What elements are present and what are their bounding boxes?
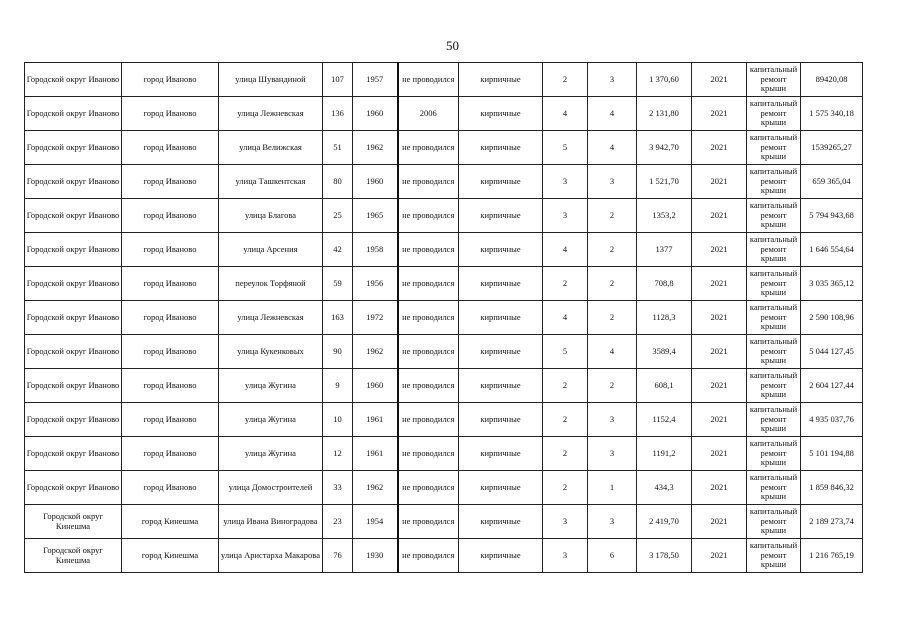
entrances-cell: 2 — [588, 369, 637, 403]
table-row — [25, 539, 863, 573]
wall-material-cell: кирпичные — [459, 335, 543, 369]
work-type-cell: капитальный ремонт крыши — [747, 131, 801, 165]
wall-material-cell: кирпичные — [459, 199, 543, 233]
house-number-cell: 12 — [323, 437, 353, 471]
last-repair-cell: не проводился — [398, 369, 459, 403]
entrances-cell: 6 — [588, 539, 637, 573]
street-cell: улица Домостроителей — [219, 471, 323, 505]
wall-material-cell: кирпичные — [459, 233, 543, 267]
street-cell: улица Благова — [219, 199, 323, 233]
cost-cell: 3 035 365,12 — [801, 267, 863, 301]
work-type-cell: капитальный ремонт крыши — [747, 505, 801, 539]
plan-year-cell: 2021 — [692, 539, 747, 573]
area-cell: 708,8 — [637, 267, 692, 301]
area-cell: 1152,4 — [637, 403, 692, 437]
table-row — [25, 301, 863, 335]
municipality-cell: Городской округ Иваново — [25, 301, 122, 335]
plan-year-cell: 2021 — [692, 335, 747, 369]
area-cell: 3 942,70 — [637, 131, 692, 165]
house-number-cell: 23 — [323, 505, 353, 539]
municipality-cell: Городской округ Иваново — [25, 199, 122, 233]
cost-cell: 1539265,27 — [801, 131, 863, 165]
table-row — [25, 63, 863, 97]
year-built-cell: 1960 — [353, 165, 398, 199]
work-type-cell: капитальный ремонт крыши — [747, 97, 801, 131]
entrances-cell: 1 — [588, 471, 637, 505]
street-cell: улица Аристарха Макарова — [219, 539, 323, 573]
municipality-cell: Городской округ Иваново — [25, 63, 122, 97]
house-number-cell: 107 — [323, 63, 353, 97]
last-repair-cell: 2006 — [398, 97, 459, 131]
house-number-cell: 9 — [323, 369, 353, 403]
house-number-cell: 163 — [323, 301, 353, 335]
house-number-cell: 80 — [323, 165, 353, 199]
settlement-cell: город Иваново — [122, 267, 219, 301]
house-number-cell: 59 — [323, 267, 353, 301]
last-repair-cell: не проводился — [398, 335, 459, 369]
table-row — [25, 335, 863, 369]
floors-cell: 2 — [543, 63, 588, 97]
table-body — [25, 63, 863, 573]
municipality-cell: Городской округ Иваново — [25, 165, 122, 199]
area-cell: 1 370,60 — [637, 63, 692, 97]
last-repair-cell: не проводился — [398, 267, 459, 301]
year-built-cell: 1954 — [353, 505, 398, 539]
settlement-cell: город Иваново — [122, 369, 219, 403]
floors-cell: 4 — [543, 97, 588, 131]
plan-year-cell: 2021 — [692, 437, 747, 471]
wall-material-cell: кирпичные — [459, 267, 543, 301]
street-cell: улица Шувандиной — [219, 63, 323, 97]
municipality-cell: Городской округ Кинешма — [25, 539, 122, 573]
settlement-cell: город Иваново — [122, 403, 219, 437]
work-type-cell: капитальный ремонт крыши — [747, 165, 801, 199]
plan-year-cell: 2021 — [692, 63, 747, 97]
street-cell: улица Кукенковых — [219, 335, 323, 369]
year-built-cell: 1965 — [353, 199, 398, 233]
street-cell: улица Жугина — [219, 403, 323, 437]
street-cell: улица Жугина — [219, 437, 323, 471]
street-cell: улица Лежневская — [219, 301, 323, 335]
entrances-cell: 3 — [588, 403, 637, 437]
entrances-cell: 2 — [588, 267, 637, 301]
last-repair-cell: не проводился — [398, 131, 459, 165]
municipality-cell: Городской округ Иваново — [25, 335, 122, 369]
settlement-cell: город Иваново — [122, 437, 219, 471]
cost-cell: 2 604 127,44 — [801, 369, 863, 403]
cost-cell: 2 590 108,96 — [801, 301, 863, 335]
last-repair-cell: не проводился — [398, 471, 459, 505]
street-cell: улица Ташкентская — [219, 165, 323, 199]
table-row — [25, 165, 863, 199]
floors-cell: 4 — [543, 301, 588, 335]
plan-year-cell: 2021 — [692, 471, 747, 505]
table-row — [25, 97, 863, 131]
house-number-cell: 25 — [323, 199, 353, 233]
floors-cell: 2 — [543, 471, 588, 505]
floors-cell: 3 — [543, 505, 588, 539]
entrances-cell: 4 — [588, 335, 637, 369]
settlement-cell: город Иваново — [122, 97, 219, 131]
municipality-cell: Городской округ Иваново — [25, 131, 122, 165]
year-built-cell: 1958 — [353, 233, 398, 267]
entrances-cell: 4 — [588, 97, 637, 131]
area-cell: 1128,3 — [637, 301, 692, 335]
entrances-cell: 4 — [588, 131, 637, 165]
area-cell: 3589,4 — [637, 335, 692, 369]
settlement-cell: город Иваново — [122, 63, 219, 97]
area-cell: 1353,2 — [637, 199, 692, 233]
table-row — [25, 437, 863, 471]
floors-cell: 2 — [543, 403, 588, 437]
table-row — [25, 471, 863, 505]
last-repair-cell: не проводился — [398, 301, 459, 335]
cost-cell: 5 794 943,68 — [801, 199, 863, 233]
cost-cell: 659 365,04 — [801, 165, 863, 199]
work-type-cell: капитальный ремонт крыши — [747, 471, 801, 505]
plan-year-cell: 2021 — [692, 165, 747, 199]
settlement-cell: город Иваново — [122, 471, 219, 505]
entrances-cell: 2 — [588, 233, 637, 267]
year-built-cell: 1962 — [353, 131, 398, 165]
entrances-cell: 2 — [588, 199, 637, 233]
entrances-cell: 3 — [588, 165, 637, 199]
wall-material-cell: кирпичные — [459, 369, 543, 403]
floors-cell: 4 — [543, 233, 588, 267]
floors-cell: 3 — [543, 199, 588, 233]
settlement-cell: город Иваново — [122, 301, 219, 335]
municipality-cell: Городской округ Иваново — [25, 97, 122, 131]
work-type-cell: капитальный ремонт крыши — [747, 369, 801, 403]
area-cell: 1377 — [637, 233, 692, 267]
wall-material-cell: кирпичные — [459, 437, 543, 471]
municipality-cell: Городской округ Иваново — [25, 369, 122, 403]
year-built-cell: 1962 — [353, 471, 398, 505]
work-type-cell: капитальный ремонт крыши — [747, 267, 801, 301]
street-cell: улица Арсения — [219, 233, 323, 267]
year-built-cell: 1960 — [353, 369, 398, 403]
plan-year-cell: 2021 — [692, 369, 747, 403]
cost-cell: 89420,08 — [801, 63, 863, 97]
cost-cell: 1 859 846,32 — [801, 471, 863, 505]
house-number-cell: 51 — [323, 131, 353, 165]
plan-year-cell: 2021 — [692, 199, 747, 233]
wall-material-cell: кирпичные — [459, 131, 543, 165]
last-repair-cell: не проводился — [398, 403, 459, 437]
plan-year-cell: 2021 — [692, 505, 747, 539]
cost-cell: 1 646 554,64 — [801, 233, 863, 267]
house-number-cell: 33 — [323, 471, 353, 505]
plan-year-cell: 2021 — [692, 267, 747, 301]
street-cell: улица Лежневская — [219, 97, 323, 131]
wall-material-cell: кирпичные — [459, 63, 543, 97]
house-number-cell: 10 — [323, 403, 353, 437]
plan-year-cell: 2021 — [692, 301, 747, 335]
plan-year-cell: 2021 — [692, 233, 747, 267]
area-cell: 608,1 — [637, 369, 692, 403]
floors-cell: 5 — [543, 131, 588, 165]
wall-material-cell: кирпичные — [459, 403, 543, 437]
floors-cell: 3 — [543, 165, 588, 199]
year-built-cell: 1972 — [353, 301, 398, 335]
municipality-cell: Городской округ Кинешма — [25, 505, 122, 539]
last-repair-cell: не проводился — [398, 505, 459, 539]
cost-cell: 5 101 194,88 — [801, 437, 863, 471]
street-cell: переулок Торфяной — [219, 267, 323, 301]
house-number-cell: 136 — [323, 97, 353, 131]
settlement-cell: город Иваново — [122, 199, 219, 233]
wall-material-cell: кирпичные — [459, 505, 543, 539]
last-repair-cell: не проводился — [398, 63, 459, 97]
year-built-cell: 1957 — [353, 63, 398, 97]
house-number-cell: 42 — [323, 233, 353, 267]
last-repair-cell: не проводился — [398, 199, 459, 233]
cost-cell: 1 216 765,19 — [801, 539, 863, 573]
municipality-cell: Городской округ Иваново — [25, 267, 122, 301]
plan-year-cell: 2021 — [692, 131, 747, 165]
area-cell: 3 178,50 — [637, 539, 692, 573]
area-cell: 2 419,70 — [637, 505, 692, 539]
municipality-cell: Городской округ Иваново — [25, 471, 122, 505]
year-built-cell: 1961 — [353, 403, 398, 437]
floors-cell: 2 — [543, 437, 588, 471]
year-built-cell: 1961 — [353, 437, 398, 471]
work-type-cell: капитальный ремонт крыши — [747, 335, 801, 369]
wall-material-cell: кирпичные — [459, 471, 543, 505]
year-built-cell: 1930 — [353, 539, 398, 573]
last-repair-cell: не проводился — [398, 165, 459, 199]
entrances-cell: 2 — [588, 301, 637, 335]
floors-cell: 2 — [543, 369, 588, 403]
repair-program-table — [24, 62, 863, 573]
street-cell: улица Жугина — [219, 369, 323, 403]
street-cell: улица Велижская — [219, 131, 323, 165]
cost-cell: 2 189 273,74 — [801, 505, 863, 539]
work-type-cell: капитальный ремонт крыши — [747, 437, 801, 471]
work-type-cell: капитальный ремонт крыши — [747, 63, 801, 97]
table-row — [25, 369, 863, 403]
entrances-cell: 3 — [588, 437, 637, 471]
municipality-cell: Городской округ Иваново — [25, 403, 122, 437]
settlement-cell: город Кинешма — [122, 505, 219, 539]
municipality-cell: Городской округ Иваново — [25, 233, 122, 267]
house-number-cell: 76 — [323, 539, 353, 573]
last-repair-cell: не проводился — [398, 539, 459, 573]
plan-year-cell: 2021 — [692, 403, 747, 437]
cost-cell: 4 935 037,76 — [801, 403, 863, 437]
work-type-cell: капитальный ремонт крыши — [747, 301, 801, 335]
work-type-cell: капитальный ремонт крыши — [747, 233, 801, 267]
table-row — [25, 505, 863, 539]
table-row — [25, 233, 863, 267]
work-type-cell: капитальный ремонт крыши — [747, 539, 801, 573]
wall-material-cell: кирпичные — [459, 165, 543, 199]
table-row — [25, 267, 863, 301]
entrances-cell: 3 — [588, 505, 637, 539]
area-cell: 1191,2 — [637, 437, 692, 471]
work-type-cell: капитальный ремонт крыши — [747, 199, 801, 233]
wall-material-cell: кирпичные — [459, 539, 543, 573]
year-built-cell: 1960 — [353, 97, 398, 131]
settlement-cell: город Иваново — [122, 165, 219, 199]
table-row — [25, 403, 863, 437]
entrances-cell: 3 — [588, 63, 637, 97]
settlement-cell: город Кинешма — [122, 539, 219, 573]
page-number: 50 — [446, 38, 459, 53]
plan-year-cell: 2021 — [692, 97, 747, 131]
settlement-cell: город Иваново — [122, 131, 219, 165]
area-cell: 434,3 — [637, 471, 692, 505]
year-built-cell: 1962 — [353, 335, 398, 369]
municipality-cell: Городской округ Иваново — [25, 437, 122, 471]
cost-cell: 5 044 127,45 — [801, 335, 863, 369]
house-number-cell: 90 — [323, 335, 353, 369]
year-built-cell: 1956 — [353, 267, 398, 301]
settlement-cell: город Иваново — [122, 335, 219, 369]
floors-cell: 2 — [543, 267, 588, 301]
last-repair-cell: не проводился — [398, 233, 459, 267]
floors-cell: 3 — [543, 539, 588, 573]
area-cell: 1 521,70 — [637, 165, 692, 199]
wall-material-cell: кирпичные — [459, 97, 543, 131]
wall-material-cell: кирпичные — [459, 301, 543, 335]
table-row — [25, 131, 863, 165]
last-repair-cell: не проводился — [398, 437, 459, 471]
work-type-cell: капитальный ремонт крыши — [747, 403, 801, 437]
settlement-cell: город Иваново — [122, 233, 219, 267]
table-row — [25, 199, 863, 233]
area-cell: 2 131,80 — [637, 97, 692, 131]
cost-cell: 1 575 340,18 — [801, 97, 863, 131]
street-cell: улица Ивана Виноградова — [219, 505, 323, 539]
floors-cell: 5 — [543, 335, 588, 369]
